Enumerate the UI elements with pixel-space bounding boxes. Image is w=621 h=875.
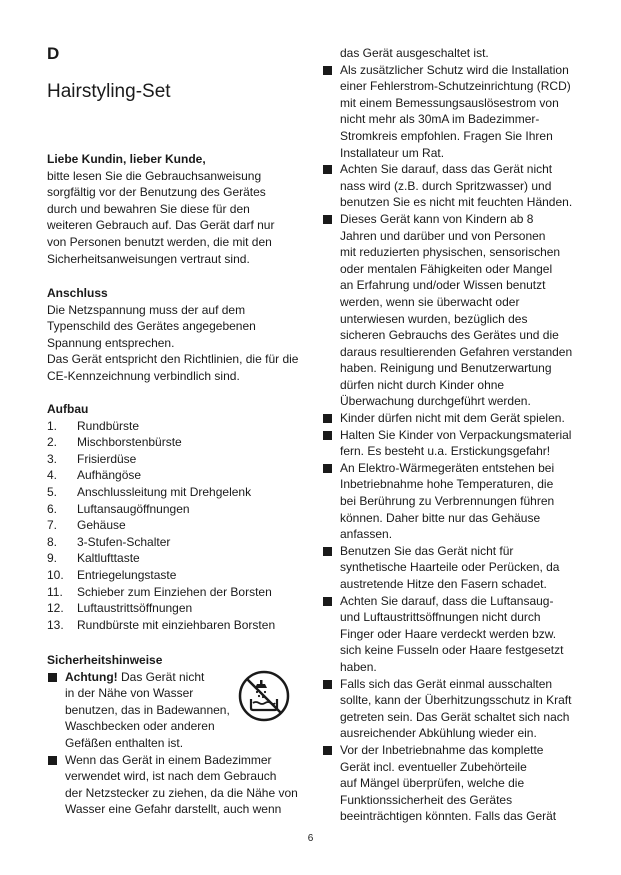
safety-line: Überwachung durchgeführt werden. xyxy=(340,394,531,409)
safety-line: beeinträchtigen könnten. Falls das Gerät xyxy=(340,809,557,824)
connection-line: Typenschild des Gerätes angegebenen xyxy=(47,319,256,334)
bathroom-line: Wasser eine Gefahr darstellt, auch wenn xyxy=(65,802,282,817)
list-item xyxy=(322,593,574,676)
list-item xyxy=(47,517,307,534)
list-item xyxy=(47,534,307,551)
list-item xyxy=(322,427,574,460)
safety-line: benutzen Sie es nicht mit feuchten Händen. xyxy=(340,195,573,210)
list-item xyxy=(47,550,307,567)
bullet-square-icon xyxy=(323,597,332,606)
safety-line: nicht mehr als 30mA im Badezimmer- xyxy=(340,112,540,127)
safety-line: nass wird (z.B. durch Spritzwasser) und xyxy=(340,178,552,193)
bullet-square-icon xyxy=(323,547,332,556)
safety-line: anfassen. xyxy=(340,527,393,542)
list-item xyxy=(322,460,574,543)
parts-heading: Aufbau xyxy=(47,402,89,416)
safety-line: können. Daher bitte nur das Gehäuse xyxy=(340,510,541,525)
safety-line: Falls sich das Gerät einmal ausschalten xyxy=(340,676,553,691)
bullet-square-icon xyxy=(323,66,332,75)
part-label: Schieber zum Einziehen der Borsten xyxy=(77,584,272,599)
part-label: Rundbürste xyxy=(77,418,140,433)
greeting-line: von Personen benutzt werden, die mit den xyxy=(47,234,272,249)
safety-line: und Luftaustrittsöffnungen nicht durch xyxy=(340,610,541,625)
safety-line: Stromkreis empfohlen. Fragen Sie Ihren xyxy=(340,128,553,143)
language-code: D xyxy=(47,44,60,63)
safety-line: mit reduzierten physischen, sensorischen xyxy=(340,245,561,260)
bullet-square-icon xyxy=(323,431,332,440)
warning-line: benutzen, das in Badewannen, xyxy=(65,702,230,717)
list-item xyxy=(47,467,307,484)
list-item xyxy=(47,617,307,634)
connection-line: Spannung entsprechen. xyxy=(47,335,175,350)
bathroom-line: verwendet wird, ist nach dem Gebrauch xyxy=(65,769,277,784)
safety-line: getreten sein. Das Gerät schaltet sich nach xyxy=(340,709,570,724)
part-number: 9. xyxy=(47,551,58,566)
safety-line: fern. Es besteht u.a. Erstickungsgefahr! xyxy=(340,444,551,459)
safety-line: dürfen nicht durch Kinder ohne xyxy=(340,377,505,392)
safety-line: austretende Hitze den Fasern schadet. xyxy=(340,577,547,591)
part-label: Frisierdüse xyxy=(77,451,137,466)
list-item xyxy=(322,161,574,211)
safety-heading: Sicherheitshinweise xyxy=(47,653,163,667)
bathroom-line: Wenn das Gerät in einem Badezimmer xyxy=(65,752,272,767)
safety-line: unterwiesen wurden, bezüglich des xyxy=(340,311,528,326)
warning-label: Achtung! xyxy=(65,669,118,684)
bullet-square-icon xyxy=(323,680,332,689)
list-item xyxy=(47,434,307,451)
greeting-line: Sicherheitsanweisungen vertraut sind. xyxy=(47,251,250,266)
safety-line: werden, wenn sie überwacht oder xyxy=(340,294,520,309)
greeting-text xyxy=(47,168,307,268)
safety-line: Kinder dürfen nicht mit dem Gerät spielen. xyxy=(340,411,565,426)
part-number: 13. xyxy=(47,617,64,632)
part-label: Luftaustrittsöffnungen xyxy=(77,601,193,616)
safety-line: An Elektro-Wärmegeräten entstehen bei xyxy=(340,460,555,475)
list-item xyxy=(322,62,574,162)
parts-list xyxy=(47,418,307,634)
bullet-square-icon xyxy=(323,464,332,473)
bullet-square-icon xyxy=(323,414,332,423)
list-item xyxy=(322,676,574,742)
continuation-line: das Gerät ausgeschaltet ist. xyxy=(340,46,489,60)
safety-line: Gerät incl. eventueller Zubehörteile xyxy=(340,759,527,774)
safety-line: sollte, kann der Überhitzungsschutz in Kraft xyxy=(340,693,572,708)
safety-line: Als zusätzlicher Schutz wird die Installation xyxy=(340,62,569,77)
safety-line: auf Mängel überprüfen, welche die xyxy=(340,776,525,791)
safety-line: Vor der Inbetriebnahme das komplette xyxy=(340,742,544,757)
safety-line: Halten Sie Kinder von Verpackungsmaterial xyxy=(340,427,572,442)
safety-line: sich keine Fusseln oder Haare festgesetzt xyxy=(340,643,564,658)
list-item xyxy=(47,752,303,818)
list-item xyxy=(322,410,574,427)
part-number: 10. xyxy=(47,567,64,582)
list-item xyxy=(47,584,307,601)
bullet-square-icon xyxy=(48,756,57,765)
bathroom-line: der Netzstecker zu ziehen, da die Nähe von xyxy=(65,785,298,800)
safety-line: Funktionssicherheit des Gerätes xyxy=(340,792,513,807)
connection-line: Das Gerät entspricht den Richtlinien, die für die xyxy=(47,352,299,367)
safety-line: synthetische Haarteile oder Perücken, da xyxy=(340,560,560,575)
safety-list-right xyxy=(322,62,574,825)
greeting-section xyxy=(47,151,307,267)
list-item xyxy=(47,451,307,468)
safety-line: ausreichender Abkühlung wieder ein. xyxy=(340,726,537,741)
warning-line: Waschbecken oder anderen xyxy=(65,719,215,734)
list-item xyxy=(47,418,307,435)
part-label: Entriegelungstaste xyxy=(77,567,177,582)
right-column xyxy=(322,45,574,825)
safety-line: Benutzen Sie das Gerät nicht für xyxy=(340,543,514,558)
list-item xyxy=(322,543,574,593)
bullet-square-icon xyxy=(323,746,332,755)
safety-line: Dieses Gerät kann von Kindern ab 8 xyxy=(340,211,534,226)
warning-line: Gefäßen enthalten ist. xyxy=(65,735,184,750)
page-title: Hairstyling-Set xyxy=(47,81,171,102)
safety-line: daraus resultierenden Gefahren verstanden xyxy=(340,344,573,359)
part-number: 1. xyxy=(47,418,58,433)
part-number: 3. xyxy=(47,451,58,466)
part-number: 11. xyxy=(47,584,63,599)
safety-line: an Erfahrung und/oder Wissen benutzt xyxy=(340,278,546,293)
part-label: Gehäuse xyxy=(77,518,126,533)
part-number: 4. xyxy=(47,468,58,483)
list-item xyxy=(322,211,574,410)
list-item xyxy=(47,600,307,617)
safety-line: haben. Reinigung und Benutzerwartung xyxy=(340,361,552,376)
part-label: Luftansaugöffnungen xyxy=(77,501,190,516)
part-number: 6. xyxy=(47,501,58,516)
greeting-line: weiteren Gebrauch auf. Das Gerät darf nur xyxy=(47,218,275,233)
warning-line: Das Gerät nicht xyxy=(117,669,205,684)
greeting-line: bitte lesen Sie die Gebrauchsanweisung xyxy=(47,168,262,183)
part-number: 5. xyxy=(47,484,58,499)
part-number: 12. xyxy=(47,601,64,616)
list-item xyxy=(322,742,574,825)
safety-line: Inbetriebnahme hohe Temperaturen, die xyxy=(340,477,554,492)
part-label: 3-Stufen-Schalter xyxy=(77,534,171,549)
part-label: Kaltlufttaste xyxy=(77,551,140,566)
page-number: 6 xyxy=(307,833,314,844)
part-number: 7. xyxy=(47,518,58,533)
list-item xyxy=(47,484,307,501)
part-label: Aufhängöse xyxy=(77,468,142,483)
connection-heading: Anschluss xyxy=(47,286,108,300)
bullet-square-icon xyxy=(323,215,332,224)
safety-line: haben. xyxy=(340,659,377,674)
no-water-warning-icon xyxy=(238,670,290,722)
list-item xyxy=(47,567,307,584)
safety-line: einer Fehlerstrom-Schutzeinrichtung (RCD) xyxy=(340,79,571,94)
part-number: 2. xyxy=(47,435,58,450)
bullet-square-icon xyxy=(323,165,332,174)
part-label: Anschlussleitung mit Drehgelenk xyxy=(77,484,252,499)
part-label: Rundbürste mit einziehbaren Borsten xyxy=(77,617,276,632)
greeting-line: sorgfältig vor der Benutzung des Gerätes xyxy=(47,185,266,200)
part-label: Mischborstenbürste xyxy=(77,435,182,450)
safety-line: Finger oder Haare verdeckt werden bzw. xyxy=(340,626,557,641)
connection-line: CE-Kennzeichnung verbindlich sind. xyxy=(47,368,240,383)
list-item xyxy=(47,501,307,518)
safety-line: mit einem Bemessungsauslösestrom von xyxy=(340,95,559,110)
greeting-line: durch und bewahren Sie diese für den xyxy=(47,201,250,216)
connection-section xyxy=(47,285,307,385)
safety-line: oder mentalen Fähigkeiten oder Mangel xyxy=(340,261,553,276)
connection-line: Die Netzspannung muss der auf dem xyxy=(47,302,246,317)
greeting-heading: Liebe Kundin, lieber Kunde, xyxy=(47,152,206,166)
parts-section xyxy=(47,401,307,633)
warning-line: in der Nähe von Wasser xyxy=(65,686,194,701)
part-number: 8. xyxy=(47,534,58,549)
bullet-square-icon xyxy=(48,673,57,682)
safety-line: Achten Sie darauf, dass die Luftansaug- xyxy=(340,593,554,608)
safety-line: Jahren und darüber und von Personen xyxy=(340,228,546,243)
safety-line: Achten Sie darauf, dass das Gerät nicht xyxy=(340,162,553,177)
safety-line: bei Berührung zu Verbrennungen führen xyxy=(340,494,555,509)
safety-line: Installateur um Rat. xyxy=(340,145,445,160)
safety-line: sicheren Gebrauchs des Gerätes und die xyxy=(340,328,559,343)
